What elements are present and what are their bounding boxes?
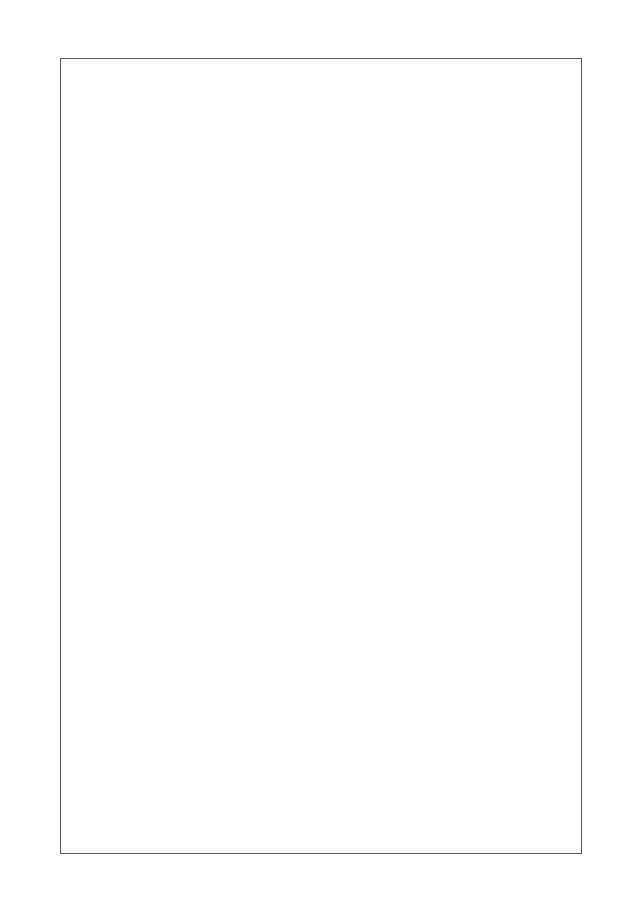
character-sheet — [60, 58, 582, 854]
